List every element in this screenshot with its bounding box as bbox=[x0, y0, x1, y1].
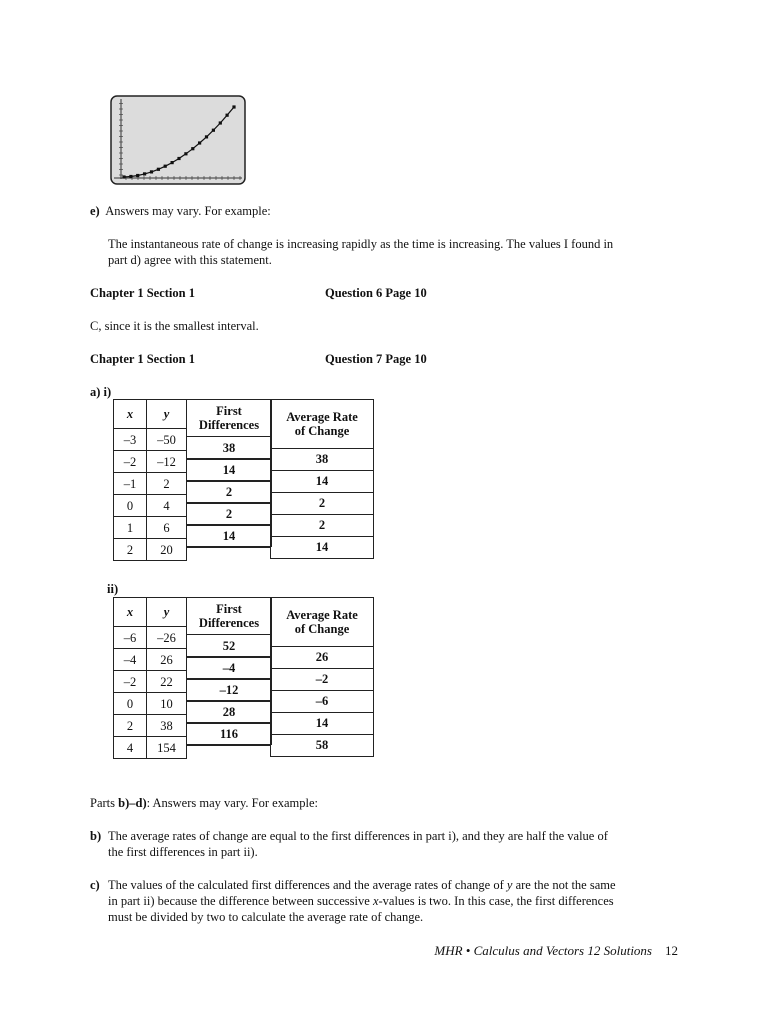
y-cell: 4 bbox=[146, 494, 187, 517]
header-text: First bbox=[216, 602, 242, 616]
part-c-var-x: x bbox=[372, 894, 379, 908]
y-cell: 10 bbox=[146, 692, 187, 715]
first-difference-cell: 52 bbox=[186, 635, 272, 657]
data-point bbox=[150, 170, 153, 173]
data-point bbox=[232, 105, 235, 108]
header-text: Average Rate bbox=[286, 410, 358, 424]
first-difference-cell: 2 bbox=[186, 503, 272, 525]
header-text: Differences bbox=[198, 616, 260, 630]
part-c-line1-b: are the not the same bbox=[512, 878, 616, 892]
first-difference-cell: 14 bbox=[186, 525, 272, 547]
header-average-rate bbox=[270, 597, 374, 647]
x-cell: 0 bbox=[113, 494, 147, 517]
data-point bbox=[219, 121, 222, 124]
first-difference-cell: 116 bbox=[186, 723, 272, 745]
average-rate-cell: 26 bbox=[270, 647, 374, 669]
footer-title: MHR • Calculus and Vectors 12 Solutions bbox=[434, 943, 652, 958]
x-cell: 0 bbox=[113, 692, 147, 715]
q7-question-heading: Question 7 Page 10 bbox=[325, 352, 427, 366]
data-point bbox=[212, 129, 215, 132]
part-e-line1: The instantaneous rate of change is increasing rapidly as the time is increasing. The values I found in bbox=[108, 237, 614, 251]
average-rate-cell: 38 bbox=[270, 449, 374, 471]
header-text: of Change bbox=[294, 622, 350, 636]
part-a-ii-label: ii) bbox=[107, 582, 119, 596]
parts-bd-intro bbox=[90, 795, 318, 811]
x-cell: –2 bbox=[113, 670, 147, 693]
part-c-line2 bbox=[108, 893, 614, 909]
first-difference-cell: –4 bbox=[186, 657, 272, 679]
header-text: of Change bbox=[294, 424, 350, 438]
y-cell: 38 bbox=[146, 714, 187, 737]
data-point bbox=[191, 147, 194, 150]
x-cell: 2 bbox=[113, 538, 147, 561]
header-first-differences bbox=[186, 597, 272, 635]
x-cell: 2 bbox=[113, 714, 147, 737]
first-difference-cell: –12 bbox=[186, 679, 272, 701]
header-average-rate bbox=[270, 399, 374, 449]
data-point bbox=[157, 168, 160, 171]
header-x: x bbox=[113, 597, 147, 627]
part-c-line3: must be divided by two to calculate the average rate of change. bbox=[108, 910, 424, 924]
first-difference-cell: 2 bbox=[186, 481, 272, 503]
y-cell: –12 bbox=[146, 450, 187, 473]
data-point bbox=[122, 175, 125, 178]
x-cell: 1 bbox=[113, 516, 147, 539]
parts-bd-post: : Answers may vary. For example: bbox=[146, 796, 318, 810]
first-difference-divider bbox=[187, 546, 271, 548]
footer-page-number: 12 bbox=[665, 943, 678, 958]
data-point bbox=[226, 114, 229, 117]
header-first-differences bbox=[186, 399, 272, 437]
y-cell: –50 bbox=[146, 428, 187, 451]
y-cell: –26 bbox=[146, 626, 187, 649]
y-cell: 6 bbox=[146, 516, 187, 539]
data-point bbox=[164, 165, 167, 168]
part-e-line2: part d) agree with this statement. bbox=[108, 253, 272, 267]
average-rate-cell: –6 bbox=[270, 691, 374, 713]
calculator-graph bbox=[110, 95, 246, 185]
part-c-var-y: y bbox=[506, 878, 513, 892]
header-text: Differences bbox=[198, 418, 260, 432]
data-point bbox=[143, 172, 146, 175]
data-point bbox=[129, 175, 132, 178]
part-b-line1: The average rates of change are equal to the first differences in part i), and they are half the value of bbox=[108, 829, 608, 843]
part-e-label: e) bbox=[90, 204, 100, 218]
q7-section-heading: Chapter 1 Section 1 bbox=[90, 352, 195, 366]
x-cell: –6 bbox=[113, 626, 147, 649]
average-rate-cell: 58 bbox=[270, 735, 374, 757]
part-b-line2: the first differences in part ii). bbox=[108, 845, 258, 859]
part-c-line1 bbox=[108, 877, 616, 893]
average-rate-cell: 2 bbox=[270, 515, 374, 537]
header-text: Average Rate bbox=[286, 608, 358, 622]
part-c-line2-a: in part ii) because the difference between successive bbox=[108, 894, 373, 908]
x-cell: –2 bbox=[113, 450, 147, 473]
data-point bbox=[177, 157, 180, 160]
first-difference-cell: 28 bbox=[186, 701, 272, 723]
average-rate-cell: 2 bbox=[270, 493, 374, 515]
data-point bbox=[198, 141, 201, 144]
y-cell: 26 bbox=[146, 648, 187, 671]
header-y: y bbox=[146, 399, 187, 429]
y-cell: 20 bbox=[146, 538, 187, 561]
average-rate-cell: 14 bbox=[270, 537, 374, 559]
parts-bd-pre: Parts bbox=[90, 796, 119, 810]
first-difference-divider bbox=[187, 744, 271, 746]
header-x: x bbox=[113, 399, 147, 429]
part-a-i-label: a) i) bbox=[90, 385, 112, 399]
q6-question-heading: Question 6 Page 10 bbox=[325, 286, 427, 300]
average-rate-cell: 14 bbox=[270, 471, 374, 493]
q6-section-heading: Chapter 1 Section 1 bbox=[90, 286, 195, 300]
first-difference-cell: 14 bbox=[186, 459, 272, 481]
part-e-lead: Answers may vary. For example: bbox=[105, 204, 271, 218]
average-rate-cell: 14 bbox=[270, 713, 374, 735]
header-text: First bbox=[216, 404, 242, 418]
x-cell: –3 bbox=[113, 428, 147, 451]
y-cell: 2 bbox=[146, 472, 187, 495]
part-c-line1-a: The values of the calculated first differences and the average rates of change of bbox=[108, 878, 507, 892]
q6-answer: C, since it is the smallest interval. bbox=[90, 319, 259, 333]
data-point bbox=[171, 161, 174, 164]
y-cell: 22 bbox=[146, 670, 187, 693]
part-c-label: c) bbox=[90, 878, 100, 892]
header-y: y bbox=[146, 597, 187, 627]
part-e-header bbox=[90, 203, 271, 219]
average-rate-cell: –2 bbox=[270, 669, 374, 691]
page-footer bbox=[434, 943, 678, 959]
first-difference-cell: 38 bbox=[186, 437, 272, 459]
y-cell: 154 bbox=[146, 736, 187, 759]
data-point bbox=[136, 174, 139, 177]
x-cell: 4 bbox=[113, 736, 147, 759]
part-b-label: b) bbox=[90, 829, 102, 843]
parts-bd-bold: b)–d) bbox=[118, 796, 147, 810]
x-cell: –1 bbox=[113, 472, 147, 495]
x-cell: –4 bbox=[113, 648, 147, 671]
data-point bbox=[184, 152, 187, 155]
data-point bbox=[205, 135, 208, 138]
part-c-line2-b: -values is two. In this case, the first differences bbox=[378, 894, 614, 908]
